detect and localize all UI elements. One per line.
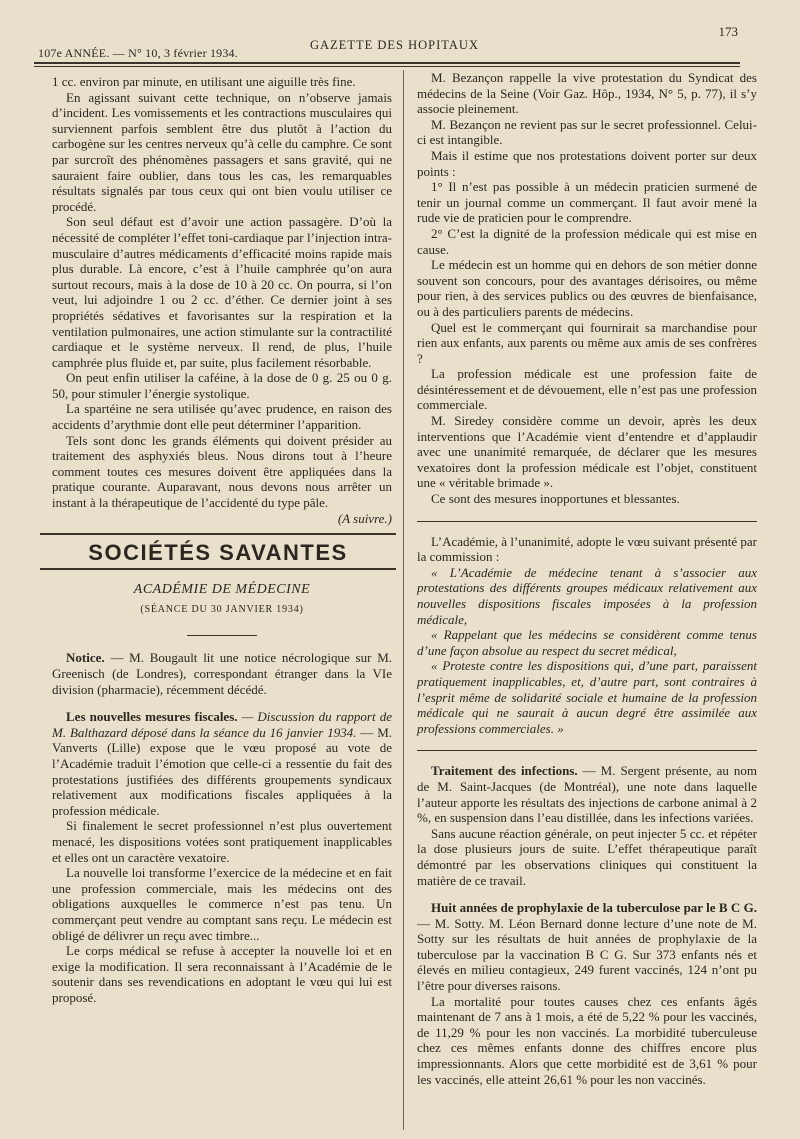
notice-paragraph	[52, 650, 392, 697]
academy-heading: ACADÉMIE DE MÉDECINE	[133, 582, 311, 598]
paragraph: 1° Il n’est pas possible à un médecin praticien surmené de tenir un journal comme un commerçant. Il faut avoir mené la rude vie de praticien pour le comprendre.	[417, 179, 757, 226]
paragraph: Son seul défaut est d’avoir une action passagère. D’où la nécessité de compléter l’effet toni-cardiaque par l’injection intra-musculaire d’autres médicaments d’efficacité moins rapide mais plus durable. Là encore, c’est à l’huile camphrée qu’on aura surtout recours, mais à la dose de 10 à 20 cc. On pourra, si l’on veut, lui adjoindre 1 ou 2 cc. d’éther. Ce dernier joint à ses propriétés sédatives et favorisantes sur la respiration et la ventilation pulmonaires, une action stimulante sur la contractilité cardiaque et le système nerveux. Il rend, de plus, l’huile camphrée plus fluide et, par suite, plus facilement résorbable.	[52, 214, 392, 370]
right-column	[417, 70, 757, 1087]
divider	[417, 521, 757, 522]
fiscal-heading: Les nouvelles mesures fiscales.	[66, 709, 238, 725]
section-title: SOCIÉTÉS SAVANTES	[40, 533, 396, 571]
infections-paragraph	[417, 763, 757, 825]
infections-heading: Traitement des infections.	[431, 763, 578, 779]
fiscal-text: — M. Vanverts (Lille) expose que le vœu proposé au vote de l’Académie traduit l’émotion que celle-ci a ressentie du fait des protestations justifiées des différents groupements syndicaux relativement aux modifications fiscales appliquées à la profession médicale.	[52, 724, 393, 818]
paragraph: 1 cc. environ par minute, en utilisant une aiguille très fine.	[52, 74, 356, 89]
paragraph: En agissant suivant cette technique, on n’observe jamais d’incident. Les vomissements et les contractions musculaires qui surviennent parfois semblent être dus plutôt à l’action du carbogène sur les centres nerveux qu’à celle du camphre. Ce sont par surcroît des phénomènes passagers et sans gravité, qui ne sauraient faire oublier, dans tous les cas, les remarquables résultats signalés par tous ceux qui ont bien voulu utiliser ce procédé.	[52, 89, 392, 214]
fiscal-paragraph	[52, 709, 392, 818]
notice-heading: Notice.	[66, 650, 105, 666]
paragraph: M. Siredey considère comme un devoir, après les deux interventions que l’Académie vient d’entendre et d’applaudir avec une unanimité remarquée, de déclarer que les mesures vexatoires dont la profession médicale est l’objet, constituent une « véritable brimade ».	[417, 413, 757, 491]
paragraph	[52, 432, 392, 526]
infections-text: — M. Sergent présente, au nom de M. Saint-Jacques (de Montréal), une note dans laquelle l’auteur apporte les résultats des injections de carbone animal à 2 %, en suspension dans l’eau distillée, dans les infections variées.	[417, 763, 757, 826]
paragraph: La nouvelle loi transforme l’exercice de la médecine et en fait une profession commerciale, mais les médecins ont des obligations auxquelles le commerce n’est pas tenu. Un commerçant peut vendre au comptant sans reçu. Le médecin est obligé de délivrer un reçu avec timbre...	[52, 865, 392, 943]
paragraph: Mais il estime que nos protestations doivent porter sur deux points :	[417, 147, 757, 179]
header-rule-thin	[34, 66, 740, 67]
paragraph: Le corps médical se refuse à accepter la nouvelle loi et en exige la modification. Il sera reconnaissant à l’Académie de le soutenir dans ses revendications en adoptant le vœu qui lui est proposé.	[52, 943, 392, 1005]
session-date: (SÉANCE DU 30 JANVIER 1934)	[140, 603, 304, 615]
column-divider	[403, 70, 404, 1130]
bcg-text: — M. Sotty. M. Léon Bernard donne lecture d’une note de M. Sotty sur les résultats de huit années de prophylaxie de la tuberculose par la vaccination B C G. Sur 373 enfants nés et élevés en milieu contagieux, 249 furent vaccinés, 124 n’ont pu l’être pour diverses raisons.	[417, 915, 757, 994]
divider	[417, 750, 757, 751]
paragraph: Ce sont des mesures inopportunes et blessantes.	[431, 491, 680, 507]
paragraph: 2° C’est la dignité de la profession médicale qui est mise en cause.	[417, 225, 757, 257]
paragraph: M. Bezançon ne revient pas sur le secret professionnel. Celui-ci est intangible.	[417, 116, 757, 148]
to-be-continued: (A suivre.)	[337, 510, 392, 526]
left-column	[52, 74, 392, 1005]
resolution-paragraph: « L’Académie de médecine tenant à s’associer aux protestations des différents groupes médicaux relativement aux nouvelles dispositions fiscales imposées à la profession médicale,	[417, 564, 757, 627]
paragraph: La spartéine ne sera utilisée qu’avec prudence, en raison des accidents d’arythmie dont elle peut déterminer l’apparition.	[52, 401, 392, 433]
resolution-paragraph: « Proteste contre les dispositions qui, d’une part, paraissent pratiquement inapplicables, et, d’autre part, sont contraires à l’esprit même de solidarité sociale et humaine de la profession médicale qui ne saurait à aucun degré être assimilée aux professions commerciales. »	[417, 658, 757, 736]
paragraph: Si finalement le secret professionnel n’est plus ouvertement menacé, les dispositions votées sont pratiquement inapplicables et elles ont un caractère vexatoire.	[52, 818, 392, 865]
header-rule	[34, 62, 740, 64]
paragraph: M. Bezançon rappelle la vive protestation du Syndicat des médecins de la Seine (Voir Gaz. Hôp., 1934, N° 5, p. 77), il s’y associe pleinement.	[417, 70, 757, 117]
paragraph: La mortalité pour toutes causes chez ces enfants âgés maintenant de 7 ans à 1 mois, a été de 5,22 % pour les vaccinés, de 11,29 % pour les non vaccinés. La morbidité tuberculeuse chez ces mêmes enfants donne des chiffres encore plus impressionnants. Alors que cette morbidité est de 3,61 % pour les vaccinés, elle atteint 26,61 % pour les non vaccinés.	[417, 993, 757, 1087]
notice-text: — M. Bougault lit une notice nécrologique sur M. Greenisch (de Londres), correspondant étranger dans la VIe division (pharmacie), récemment décédé.	[52, 650, 392, 697]
resolution-paragraph: « Rappelant que les médecins se considèrent comme tenus d’une façon absolue au respect du secret médical,	[417, 627, 757, 658]
page-number: 173	[718, 24, 738, 39]
paragraph: La profession médicale est une profession faite de désintéressement et de dévouement, elle n’est pas une profession commerciale.	[417, 366, 757, 413]
bcg-heading: Huit années de prophylaxie de la tuberculose par le B C G.	[431, 900, 757, 916]
paragraph: Sans aucune réaction générale, on peut injecter 5 cc. et répéter la dose plusieurs jours de suite. L’effet thérapeutique paraît démontré par les observations cliniques qui constituent la matière de ce travail.	[417, 825, 757, 888]
paragraph-text: Tels sont donc les grands éléments qui doivent présider au traitement des asphyxiés bleus. Nous dirons tout à l’heure comment toutes ces mesures doivent être appliquées dans la pratique courante. Auparavant, nous devons nous arrêter un instant à la thérapeutique de l’accidenté du type pâle.	[52, 432, 392, 511]
paragraph: On peut enfin utiliser la caféine, à la dose de 0 g. 25 ou 0 g. 50, pour stimuler l’énergie systolique.	[52, 370, 392, 401]
paragraph: Le médecin est un homme qui en dehors de son métier donne souvent son concours, pour des avantages dérisoires, ou même pour rien, à des services publics ou des œuvres de bienfaisance, ou à des particuliers parents de médecins.	[417, 257, 757, 319]
fiscal-discussion: — Discussion du rapport de M. Balthazard déposé dans la séance du 16 janvier 1934.	[52, 709, 392, 740]
journal-title: GAZETTE DES HOPITAUX	[310, 38, 479, 52]
divider	[187, 635, 257, 636]
issue-line: 107e ANNÉE. — N° 10, 3 février 1934.	[38, 46, 238, 60]
paragraph: Quel est le commerçant qui fournirait sa marchandise pour rien aux enfants, aux parents ou même aux amis de ses confrères ?	[417, 319, 757, 366]
paragraph: L’Académie, à l’unanimité, adopte le vœu suivant présenté par la commission :	[417, 533, 757, 565]
bcg-paragraph	[417, 900, 757, 994]
